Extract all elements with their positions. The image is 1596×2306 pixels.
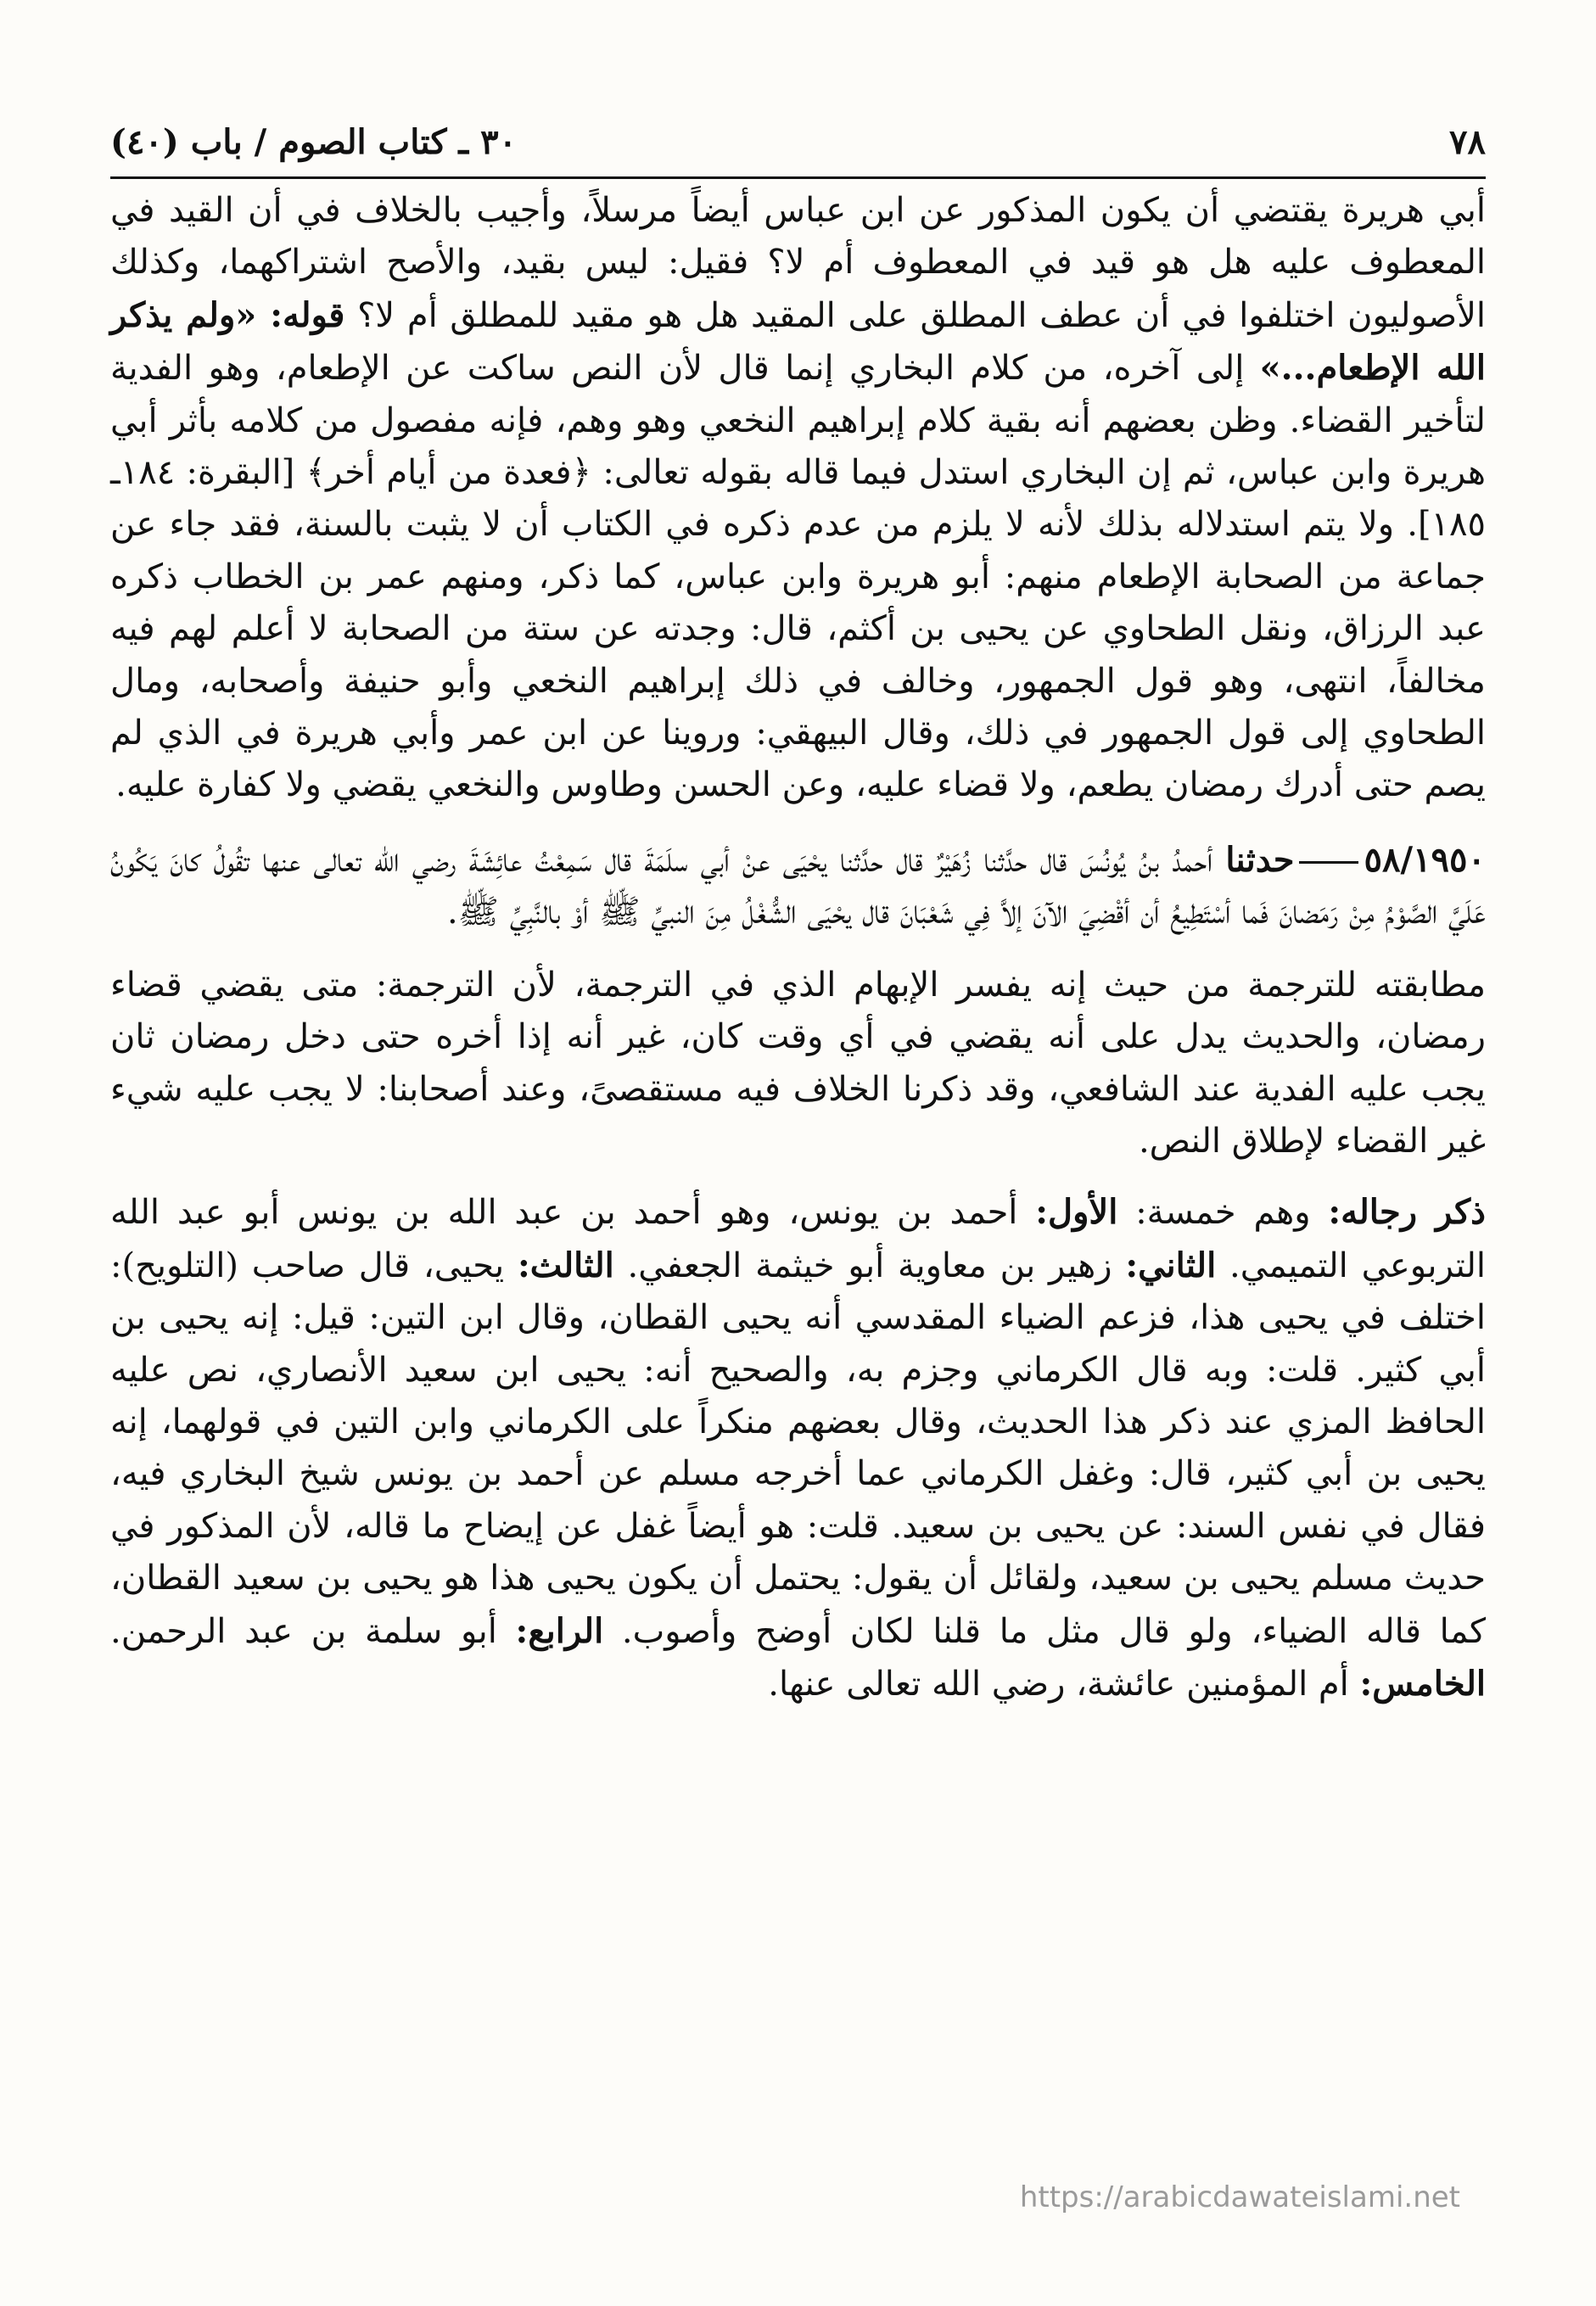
dash-divider	[1299, 861, 1358, 864]
header-divider	[110, 176, 1486, 179]
hadith-body: أحمدُ بنُ يُونُسَ قال حدَّثنا زُهَيْرٌ قال حدَّثنا يحْيَى عنْ أبي سلَمَةَ قال سَمِعْتُ عائِشَةَ رضي الله تعالى عنها تقُولُ كانَ يَكُونُ عَلَيَّ الصَّوْمُ مِنْ رَمَضانَ فَما أسْتَطِيعُ أن أقْضِيَ الآنَ إلاَّ فِي شَعْبَانَ قال يحْيَى الشُّغْلُ مِنَ النبيِّ ﷺ أوْ بالنَّبِيِّ ﷺ.	[110, 840, 1486, 932]
commentary-paragraph-2: مطابقته للترجمة من حيث إنه يفسر الإبهام الذي في الترجمة، لأن الترجمة: متى يقضي قضاء رمضان، والحديث يدل على أنه يقضي في أي وقت كان، غير أنه إذا أخره حتى دخل رمضان ثان يجب عليه الفدية عند الشافعي، وقد ذكرنا الخلاف فيه مستقصىً، وعند أصحابنا: لا يجب عليه شيء غير القضاء لإطلاق النص.	[110, 965, 1487, 1161]
narrators-paragraph: ذكر رجاله: وهم خمسة: الأول: أحمد بن يونس، وهو أحمد بن عبد الله بن يونس أبو عبد الله التربوعي التميمي. الثاني: زهير بن معاوية أبو خيثمة الجعفي. الثالث: يحيى، قال صاحب (التلويح): اختلف في يحيى هذا، فزعم الضياء المقدسي أنه يحيى القطان، وقال ابن التين: قيل: إنه يحيى بن أبي كثير. قلت: وبه قال الكرماني وجزم به، والصحيح أنه: يحيى ابن سعيد الأنصاري، نص عليه الحافظ المزي عند ذكر هذا الحديث، وقال بعضهم منكراً على الكرماني وابن التين في قولهما، إنه يحيى بن أبي كثير، قال: وغفل الكرماني عما أخرجه مسلم عن أحمد بن يونس شيخ البخاري فيه، فقال في نفس السند: عن يحيى بن سعيد. قلت: هو أيضاً غفل عن إيضاح ما قاله، لأن المذكور في حديث مسلم يحيى بن سعيد، ولقائل أن يقول: يحتمل أن يكون يحيى هذا هو يحيى بن سعيد القطان، كما قاله الضياء، ولو قال مثل ما قلنا لكان أوضح وأصوب. الرابع: أبو سلمة بن عبد الرحمن. الخامس: أم المؤمنين عائشة، رضي الله تعالى عنها.	[110, 1192, 1487, 1704]
quoted-phrase: قوله: «ولم يذكر الله الإطعام...»	[110, 294, 1486, 389]
page-body	[110, 185, 1486, 2179]
chapter-title: ٣٠ ـ كتاب الصوم / باب (٤٠)	[110, 121, 518, 162]
hadith-number: ٥٨/١٩٥٠	[1364, 839, 1486, 880]
page-number: ٧٨	[1449, 121, 1486, 162]
commentary-paragraph-1: أبي هريرة يقتضي أن يكون المذكور عن ابن عباس أيضاً مرسلاً، وأجيب بالخلاف في أن القيد في المعطوف عليه هل هو قيد في المعطوف أم لا؟ فقيل: ليس بقيد، والأصح اشتراكهما، وكذلك الأصوليون اختلفوا في أن عطف المطلق على المقيد هل هو مقيد للمطلق أم لا؟ قوله: «ولم يذكر الله الإطعام...» إلى آخره، من كلام البخاري إنما قال لأن النص ساكت عن الإطعام، وهو الفدية لتأخير القضاء. وظن بعضهم أنه بقية كلام إبراهيم النخعي وهو وهم، فإنه مفصول من كلامه بأثر أبي هريرة وابن عباس، ثم إن البخاري استدل فيما قاله بقوله تعالى: ﴿فعدة من أيام أخر﴾ [البقرة: ١٨٤ـ ١٨٥]. ولا يتم استدلاله بذلك لأنه لا يلزم من عدم ذكره في الكتاب أن لا يثبت بالسنة، فقد جاء عن جماعة من الصحابة الإطعام منهم: أبو هريرة وابن عباس، كما ذكر، ومنهم عمر بن الخطاب ذكره عبد الرزاق، ونقل الطحاوي عن يحيى بن أكثم، قال: وجدته عن ستة من الصحابة لا أعلم لهم فيه مخالفاً، انتهى، وهو قول الجمهور، وخالف في ذلك إبراهيم النخعي وأبو حنيفة وأصحابه، ومال الطحاوي إلى قول الجمهور في ذلك، وقال البيهقي: وروينا عن ابن عمر وأبي هريرة في الذي لم يصم حتى أدرك رمضان يطعم، ولا قضاء عليه، وعن الحسن وطاوس والنخعي يقضي ولا كفارة عليه.	[110, 191, 1486, 805]
hadith-label: حدثنا	[1225, 839, 1295, 880]
page-header	[110, 110, 1486, 173]
watermark-url: https://arabicdawateislami.net	[1019, 2180, 1460, 2214]
hadith-text	[110, 834, 1486, 939]
